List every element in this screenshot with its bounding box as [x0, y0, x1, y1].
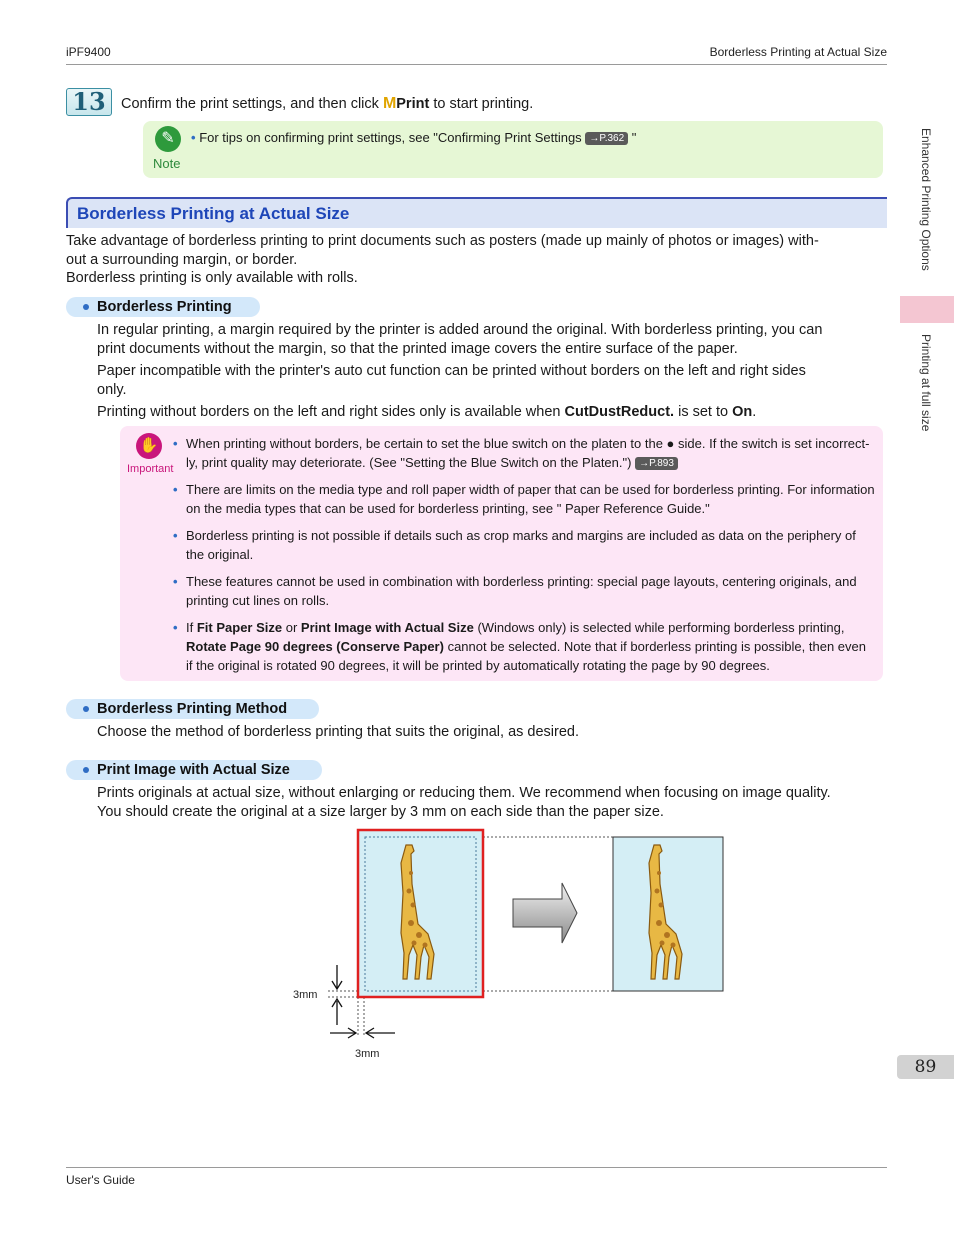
side-chapter-label: Enhanced Printing Options: [919, 128, 933, 271]
print-button-label: Print: [396, 96, 430, 112]
item-line: on the media types that can be used for borderless printing, see " Paper Reference Guide.": [186, 501, 710, 516]
item-line: These features cannot be used in combination with borderless printing: special page layouts, centering originals, and: [186, 574, 857, 589]
step-number: 13: [66, 88, 112, 116]
paragraph-line: print documents without the margin, so that the printed image covers the entire surface of the paper.: [97, 340, 738, 357]
subheading-pill: [66, 297, 260, 317]
header-section-title: Borderless Printing at Actual Size: [709, 45, 887, 59]
bullet-icon: [83, 304, 89, 310]
list-item: [173, 572, 878, 610]
item-line: the original.: [186, 547, 254, 562]
subheading-title: Borderless Printing: [97, 299, 232, 315]
intro-line: out a surrounding margin, or border.: [66, 251, 298, 268]
setting-name: CutDustReduct.: [564, 404, 675, 420]
paragraph-line: In regular printing, a margin required by the printer is added around the original. With borderless printing, you can: [97, 322, 823, 338]
bullet-icon: •: [173, 574, 178, 589]
side-tab-marker: [900, 296, 954, 323]
section-title: Borderless Printing at Actual Size: [77, 204, 350, 223]
subheading-pill: [66, 699, 319, 719]
sub1-body: [97, 321, 897, 422]
setting-name: Fit Paper Size: [196, 620, 283, 635]
important-hand-icon: ✋: [136, 433, 162, 459]
original-image-frame: [358, 830, 483, 997]
arrow-right-icon: [513, 883, 577, 943]
print-menu-icon: M: [382, 95, 397, 112]
bullet-icon: •: [173, 436, 178, 451]
text-run: If: [186, 620, 194, 635]
list-item: [173, 618, 878, 675]
text-run: cannot be selected. Note that if borderless printing is possible, then even: [447, 639, 866, 654]
dimension-label-horizontal: 3mm: [355, 1048, 380, 1060]
note-text: [191, 128, 636, 147]
intro-line: Take advantage of borderless printing to print documents such as posters (made up mainly of photos or images) with-: [66, 233, 819, 249]
paragraph-line: Paper incompatible with the printer's auto cut function can be printed without borders on the left and right sides: [97, 363, 806, 379]
item-line: There are limits on the media type and roll paper width of paper that can be used for borderless printing. For information: [186, 482, 875, 497]
text-run: is set to: [678, 404, 729, 420]
bullet-icon: •: [173, 528, 178, 543]
step-text-before: Confirm the print settings, and then click: [121, 96, 379, 112]
subheading-title: Print Image with Actual Size: [97, 762, 290, 778]
paragraph-line: You should create the original at a size larger by 3 mm on each side than the paper size.: [97, 803, 664, 820]
page-ref-link[interactable]: →P.893: [635, 457, 678, 470]
intro-line: Borderless printing is only available with rolls.: [66, 270, 358, 286]
note-end: ": [631, 130, 637, 145]
footer-rule: [66, 1167, 887, 1168]
text-run: Printing without borders on the left and right sides only is available when: [97, 404, 561, 420]
page-number: 89: [914, 1057, 937, 1077]
note-body: For tips on confirming print settings, see "Confirming Print Settings: [199, 130, 582, 145]
item-line: Borderless printing is not possible if details such as crop marks and margins are included as data on the periphery of: [186, 528, 856, 543]
important-label: Important: [127, 463, 174, 475]
side-subchapter-label: Printing at full size: [919, 334, 933, 432]
setting-name: Rotate Page 90 degrees (Conserve Paper): [186, 639, 444, 654]
text-run: or: [285, 620, 298, 635]
step-instruction: [121, 95, 533, 113]
vertical-dimension-arrows: [332, 965, 342, 1025]
sub2-body: Choose the method of borderless printing that suits the original, as desired.: [97, 724, 579, 740]
item-line: ly, print quality may deteriorate. (See "Setting the Blue Switch on the Platen."): [186, 455, 632, 470]
note-label: Note: [153, 156, 181, 171]
section-intro: [66, 232, 896, 288]
footer-doc-title: User's Guide: [66, 1173, 135, 1187]
dimension-label-vertical: 3mm: [293, 989, 318, 1001]
item-line: When printing without borders, be certain to set the blue switch on the platen to the ● side. If the switch is set incorrect-: [186, 436, 870, 451]
sub3-body: [97, 784, 897, 821]
setting-value: On: [732, 404, 753, 420]
bullet-icon: [83, 767, 89, 773]
subheading-title: Borderless Printing Method: [97, 701, 288, 717]
item-line: if the original is rotated 90 degrees, it will be printed by automatically rotating the page by 90 degrees.: [186, 658, 770, 673]
borderless-size-diagram: [280, 825, 740, 1065]
list-item: [173, 434, 878, 472]
list-item: [173, 480, 878, 518]
bullet-icon: •: [173, 482, 178, 497]
page-ref-link[interactable]: →P.362: [585, 132, 628, 145]
paragraph-line: [97, 403, 897, 422]
bullet-icon: •: [191, 130, 196, 145]
list-item: [173, 526, 878, 564]
text-run: .: [752, 404, 757, 420]
subheading-pill: [66, 760, 322, 780]
header-doc-title: iPF9400: [66, 45, 111, 59]
bullet-icon: [83, 706, 89, 712]
text-run: (Windows only) is selected while performing borderless printing,: [477, 620, 845, 635]
item-line: printing cut lines on rolls.: [186, 593, 330, 608]
important-list: [173, 434, 878, 675]
paragraph-line: Prints originals at actual size, without enlarging or reducing them. We recommend when focusing on image quality.: [97, 785, 831, 801]
horizontal-dimension-arrows: [330, 1028, 395, 1038]
paragraph-line: only.: [97, 381, 127, 398]
header-rule: [66, 64, 887, 65]
note-pencil-icon: ✎: [155, 126, 181, 152]
step-text-after: to start printing.: [433, 96, 534, 112]
bullet-icon: •: [173, 620, 178, 635]
setting-name: Print Image with Actual Size: [300, 620, 474, 635]
